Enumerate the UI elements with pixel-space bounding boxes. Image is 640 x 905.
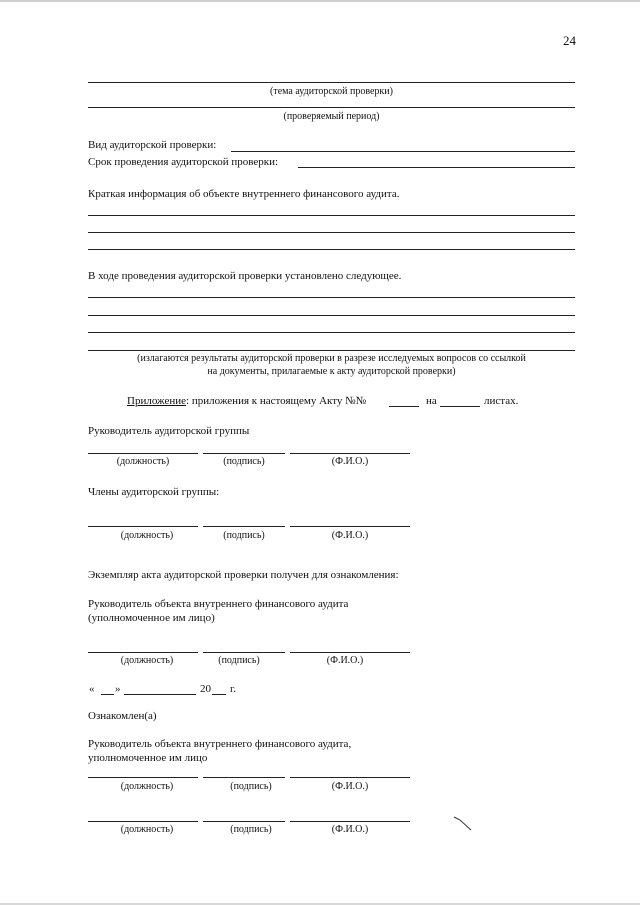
date-month-field[interactable] [124, 694, 196, 695]
appendix-row [127, 395, 366, 408]
fio-caption: (Ф.И.О.) [331, 824, 369, 835]
acq-person-signature-field[interactable] [203, 821, 285, 822]
appendix-text: : приложения к настоящему Акту №№ [186, 395, 367, 407]
appendix-label: Приложение [127, 395, 187, 407]
member-fio-field[interactable] [290, 526, 410, 527]
position-caption: (должность) [120, 655, 174, 666]
position-caption: (должность) [120, 824, 174, 835]
object-head2-label-2: уполномоченное им лицо [88, 752, 208, 764]
object-head2-label-1: Руководитель объекта внутреннего финансового аудита, [88, 738, 352, 750]
object-info-label: Краткая информация об объекте внутреннего финансового аудита. [88, 188, 400, 200]
group-head-fio-field[interactable] [290, 453, 410, 454]
date-day-field[interactable] [101, 694, 114, 695]
acquainted-label: Ознакомлен(а) [88, 710, 157, 722]
member-signature-field[interactable] [203, 526, 285, 527]
findings-line-3[interactable] [88, 332, 575, 333]
date-close-quote: » [115, 683, 121, 695]
topic-line[interactable] [88, 82, 575, 83]
group-head-label: Руководитель аудиторской группы [88, 425, 250, 437]
findings-line-2[interactable] [88, 315, 575, 316]
appendix-sheets: листах. [484, 395, 519, 407]
pen-stroke-mark [452, 814, 474, 834]
object-info-line-2[interactable] [88, 232, 575, 233]
group-head-position-field[interactable] [88, 453, 198, 454]
acq-head-signature-field[interactable] [203, 777, 285, 778]
fio-caption: (Ф.И.О.) [331, 781, 369, 792]
audit-term-field[interactable] [298, 167, 575, 168]
group-head-signature-field[interactable] [203, 453, 285, 454]
period-caption: (проверяемый период) [283, 111, 380, 122]
findings-line-1[interactable] [88, 297, 575, 298]
signature-caption: (подпись) [223, 530, 265, 541]
object-info-line-1[interactable] [88, 215, 575, 216]
member-position-field[interactable] [88, 526, 198, 527]
appendix-sheets-field[interactable] [440, 406, 480, 407]
date-year-field[interactable] [212, 694, 226, 695]
date-open-quote: « [89, 683, 95, 695]
object-head-position-field[interactable] [88, 652, 198, 653]
results-caption-1: (излагаются результаты аудиторской проверки в разрезе исследуемых вопросов со ссылкой [137, 353, 526, 364]
audit-type-field[interactable] [231, 151, 575, 152]
page-number: 24 [563, 33, 576, 48]
date-year-suffix: г. [230, 683, 237, 695]
signature-caption: (подпись) [230, 781, 272, 792]
object-head-fio-field[interactable] [290, 652, 410, 653]
signature-caption: (подпись) [218, 655, 260, 666]
object-info-line-3[interactable] [88, 249, 575, 250]
object-head-label-2: (уполномоченное им лицо) [88, 612, 215, 624]
signature-caption: (подпись) [230, 824, 272, 835]
acq-person-fio-field[interactable] [290, 821, 410, 822]
acq-head-position-field[interactable] [88, 777, 198, 778]
findings-label: В ходе проведения аудиторской проверки установлено следующее. [88, 270, 402, 282]
findings-line-4[interactable] [88, 350, 575, 351]
acq-head-fio-field[interactable] [290, 777, 410, 778]
fio-caption: (Ф.И.О.) [331, 530, 369, 541]
position-caption: (должность) [120, 530, 174, 541]
date-year-prefix: 20 [200, 683, 211, 695]
period-line[interactable] [88, 107, 575, 108]
group-members-label: Члены аудиторской группы: [88, 486, 220, 498]
topic-caption: (тема аудиторской проверки) [270, 86, 393, 97]
audit-term-label: Срок проведения аудиторской проверки: [88, 156, 279, 168]
fio-caption: (Ф.И.О.) [331, 456, 369, 467]
signature-caption: (подпись) [223, 456, 265, 467]
acq-person-position-field[interactable] [88, 821, 198, 822]
appendix-number-field[interactable] [389, 406, 419, 407]
object-head-signature-field[interactable] [203, 652, 285, 653]
scan-top-edge [0, 0, 640, 2]
fio-caption: (Ф.И.О.) [326, 655, 364, 666]
copy-received-label: Экземпляр акта аудиторской проверки получен для ознакомления: [88, 569, 399, 581]
appendix-on: на [426, 395, 437, 407]
object-head-label-1: Руководитель объекта внутреннего финансового аудита [88, 598, 349, 610]
results-caption-2: на документы, прилагаемые к акту аудиторской проверки) [207, 366, 456, 377]
audit-type-label: Вид аудиторской проверки: [88, 139, 217, 151]
position-caption: (должность) [120, 781, 174, 792]
position-caption: (должность) [116, 456, 170, 467]
